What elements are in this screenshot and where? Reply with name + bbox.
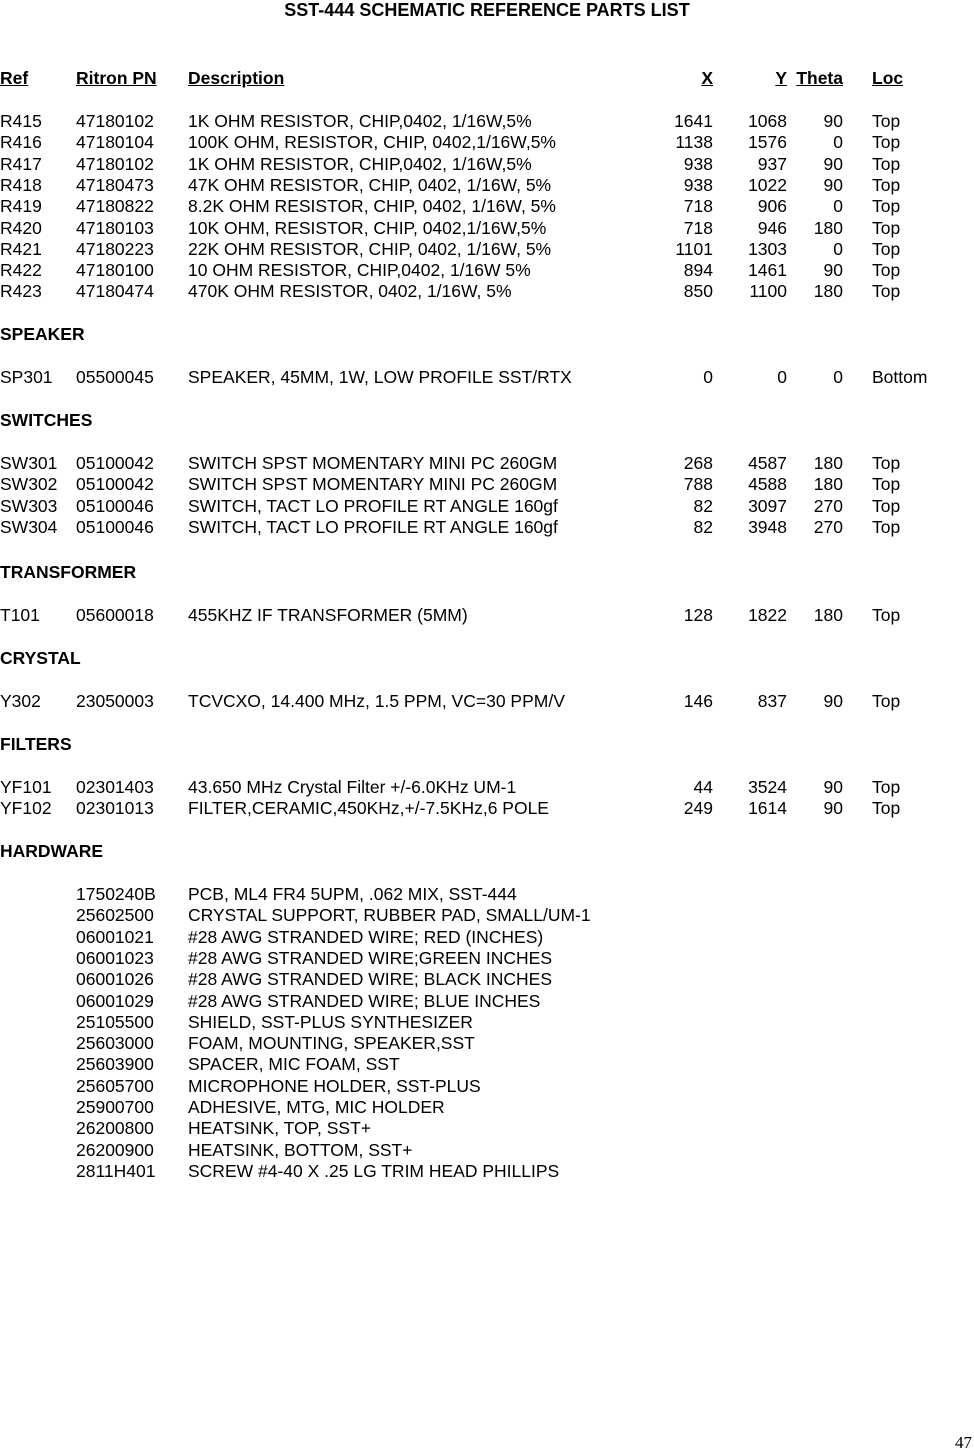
table-row	[0, 111, 974, 132]
part-description: SWITCH, TACT LO PROFILE RT ANGLE 160gf	[188, 496, 558, 516]
part-number: 05100046	[76, 517, 154, 537]
section-heading-transformer: TRANSFORMER	[0, 562, 137, 582]
part-ref: R416	[0, 132, 42, 152]
part-description: ADHESIVE, MTG, MIC HOLDER	[188, 1097, 445, 1117]
part-number: 47180473	[76, 175, 154, 195]
part-ref: R420	[0, 218, 42, 238]
part-description: SWITCH, TACT LO PROFILE RT ANGLE 160gf	[188, 517, 558, 537]
part-number: 02301013	[76, 798, 154, 818]
part-number: 06001021	[76, 927, 154, 947]
part-loc: Top	[872, 111, 901, 131]
part-x: 788	[683, 474, 713, 494]
part-loc: Top	[872, 218, 901, 238]
part-theta: 90	[823, 691, 843, 711]
part-number: 1750240B	[76, 884, 156, 904]
part-ref: SP301	[0, 367, 53, 387]
table-row	[0, 1012, 974, 1033]
part-theta: 0	[833, 132, 843, 152]
table-row	[0, 517, 974, 538]
part-x: 146	[683, 691, 713, 711]
part-description: FOAM, MOUNTING, SPEAKER,SST	[188, 1033, 475, 1053]
part-x: 718	[683, 196, 713, 216]
part-description: #28 AWG STRANDED WIRE; RED (INCHES)	[188, 927, 544, 947]
part-ref: Y302	[0, 691, 41, 711]
part-theta: 90	[823, 175, 843, 195]
part-y: 837	[757, 691, 787, 711]
part-description: 1K OHM RESISTOR, CHIP,0402, 1/16W,5%	[188, 154, 532, 174]
part-y: 1100	[749, 281, 787, 301]
part-description: MICROPHONE HOLDER, SST-PLUS	[188, 1076, 481, 1096]
table-row	[0, 260, 974, 281]
part-description: #28 AWG STRANDED WIRE; BLACK INCHES	[188, 969, 553, 989]
part-number: 47180103	[76, 218, 154, 238]
part-description: 43.650 MHz Crystal Filter +/-6.0KHz UM-1	[188, 777, 517, 797]
part-theta: 270	[813, 496, 843, 516]
part-number: 26200800	[76, 1118, 154, 1138]
header-x: X	[701, 68, 713, 88]
part-number: 47180102	[76, 154, 154, 174]
part-loc: Top	[872, 691, 901, 711]
part-ref: R421	[0, 239, 42, 259]
part-ref: SW304	[0, 517, 58, 537]
part-number: 05100042	[76, 474, 154, 494]
part-x: 1138	[675, 132, 713, 152]
part-loc: Top	[872, 132, 901, 152]
table-row	[0, 1076, 974, 1097]
part-description: SHIELD, SST-PLUS SYNTHESIZER	[188, 1012, 473, 1032]
table-row	[0, 991, 974, 1012]
part-description: SPACER, MIC FOAM, SST	[188, 1054, 400, 1074]
part-y: 3097	[748, 496, 787, 516]
table-row	[0, 175, 974, 196]
part-y: 1614	[748, 798, 787, 818]
part-number: 25105500	[76, 1012, 154, 1032]
part-y: 1822	[748, 605, 787, 625]
part-x: 249	[683, 798, 713, 818]
part-description: 1K OHM RESISTOR, CHIP,0402, 1/16W,5%	[188, 111, 532, 131]
part-theta: 180	[813, 474, 843, 494]
part-x: 0	[703, 367, 713, 387]
part-theta: 0	[833, 367, 843, 387]
part-description: #28 AWG STRANDED WIRE; BLUE INCHES	[188, 991, 541, 1011]
part-x: 128	[683, 605, 713, 625]
part-theta: 90	[823, 111, 843, 131]
table-row	[0, 1033, 974, 1054]
part-number: 47180223	[76, 239, 154, 259]
part-number: 25605700	[76, 1076, 154, 1096]
part-loc: Top	[872, 474, 901, 494]
part-ref: YF102	[0, 798, 52, 818]
table-row	[0, 496, 974, 517]
part-number: 05100046	[76, 496, 154, 516]
section-heading-filters: FILTERS	[0, 734, 72, 754]
part-number: 47180100	[76, 260, 154, 280]
part-loc: Top	[872, 453, 901, 473]
part-ref: SW302	[0, 474, 58, 494]
part-y: 0	[777, 367, 787, 387]
table-row	[0, 927, 974, 948]
part-x: 1641	[674, 111, 713, 131]
part-theta: 180	[813, 218, 843, 238]
part-ref: R417	[0, 154, 42, 174]
table-row	[0, 281, 974, 302]
part-x: 268	[683, 453, 713, 473]
part-theta: 180	[813, 281, 843, 301]
table-row	[0, 474, 974, 495]
table-row	[0, 1118, 974, 1139]
table-row	[0, 948, 974, 969]
table-row	[0, 777, 974, 798]
part-number: 25602500	[76, 905, 154, 925]
part-ref: R418	[0, 175, 42, 195]
part-number: 47180102	[76, 111, 154, 131]
table-row	[0, 239, 974, 260]
part-description: 455KHZ IF TRANSFORMER (5MM)	[188, 605, 468, 625]
table-row	[0, 1161, 974, 1182]
part-loc: Top	[872, 496, 901, 516]
part-number: 25900700	[76, 1097, 154, 1117]
part-y: 1461	[748, 260, 787, 280]
header-description: Description	[188, 68, 285, 88]
part-loc: Top	[872, 777, 901, 797]
part-description: 22K OHM RESISTOR, CHIP, 0402, 1/16W, 5%	[188, 239, 552, 259]
part-description: 10K OHM, RESISTOR, CHIP, 0402,1/16W,5%	[188, 218, 547, 238]
header-ref: Ref	[0, 68, 29, 88]
part-y: 906	[757, 196, 787, 216]
part-y: 4587	[748, 453, 787, 473]
table-row	[0, 969, 974, 990]
part-description: PCB, ML4 FR4 5UPM, .062 MIX, SST-444	[188, 884, 517, 904]
part-ref: R415	[0, 111, 42, 131]
part-loc: Top	[872, 517, 901, 537]
part-loc: Top	[872, 281, 901, 301]
header-pn: Ritron PN	[76, 68, 157, 88]
part-x: 938	[683, 154, 713, 174]
part-theta: 0	[833, 196, 843, 216]
part-loc: Top	[872, 798, 901, 818]
part-y: 946	[757, 218, 787, 238]
table-row	[0, 691, 974, 712]
table-row	[0, 1054, 974, 1075]
part-description: #28 AWG STRANDED WIRE;GREEN INCHES	[188, 948, 552, 968]
part-y: 1576	[748, 132, 787, 152]
part-number: 25603000	[76, 1033, 154, 1053]
table-row	[0, 905, 974, 926]
part-number: 06001023	[76, 948, 154, 968]
part-x: 938	[683, 175, 713, 195]
part-y: 3524	[748, 777, 787, 797]
part-description: SCREW #4-40 X .25 LG TRIM HEAD PHILLIPS	[188, 1161, 560, 1181]
part-description: HEATSINK, BOTTOM, SST+	[188, 1140, 413, 1160]
section-heading-hardware: HARDWARE	[0, 841, 104, 861]
table-row	[0, 367, 974, 388]
part-theta: 180	[813, 453, 843, 473]
part-ref: T101	[0, 605, 40, 625]
part-description: FILTER,CERAMIC,450KHz,+/-7.5KHz,6 POLE	[188, 798, 549, 818]
part-loc: Bottom	[872, 367, 928, 387]
part-number: 05500045	[76, 367, 154, 387]
section-heading-speaker: SPEAKER	[0, 324, 85, 344]
part-y: 1022	[748, 175, 787, 195]
part-ref: YF101	[0, 777, 52, 797]
table-row	[0, 1097, 974, 1118]
table-row	[0, 884, 974, 905]
part-number: 47180822	[76, 196, 154, 216]
table-row	[0, 798, 974, 819]
part-loc: Top	[872, 196, 901, 216]
header-theta: Theta	[796, 68, 843, 88]
part-number: 26200900	[76, 1140, 154, 1160]
table-row	[0, 196, 974, 217]
page-title: SST-444 SCHEMATIC REFERENCE PARTS LIST	[284, 0, 690, 20]
part-description: TCVCXO, 14.400 MHz, 1.5 PPM, VC=30 PPM/V	[188, 691, 565, 711]
part-description: 470K OHM RESISTOR, 0402, 1/16W, 5%	[188, 281, 512, 301]
table-row	[0, 1140, 974, 1161]
part-theta: 90	[823, 260, 843, 280]
table-row	[0, 453, 974, 474]
part-number: 02301403	[76, 777, 154, 797]
part-number: 23050003	[76, 691, 154, 711]
section-heading-switches: SWITCHES	[0, 410, 93, 430]
part-number: 05600018	[76, 605, 154, 625]
part-y: 937	[757, 154, 787, 174]
part-theta: 0	[833, 239, 843, 259]
part-theta: 270	[813, 517, 843, 537]
part-description: SPEAKER, 45MM, 1W, LOW PROFILE SST/RTX	[188, 367, 572, 387]
table-header	[0, 68, 974, 89]
part-number: 06001026	[76, 969, 154, 989]
part-loc: Top	[872, 154, 901, 174]
part-number: 06001029	[76, 991, 154, 1011]
part-x: 718	[683, 218, 713, 238]
part-description: CRYSTAL SUPPORT, RUBBER PAD, SMALL/UM-1	[188, 905, 591, 925]
part-y: 1068	[748, 111, 787, 131]
part-theta: 180	[813, 605, 843, 625]
section-heading-crystal: CRYSTAL	[0, 648, 81, 668]
table-row	[0, 154, 974, 175]
table-row	[0, 132, 974, 153]
part-number: 2811H401	[76, 1161, 156, 1181]
part-loc: Top	[872, 175, 901, 195]
part-description: SWITCH SPST MOMENTARY MINI PC 260GM	[188, 453, 558, 473]
table-row	[0, 218, 974, 239]
part-y: 4588	[748, 474, 787, 494]
part-loc: Top	[872, 239, 901, 259]
part-theta: 90	[823, 798, 843, 818]
part-description: 8.2K OHM RESISTOR, CHIP, 0402, 1/16W, 5%	[188, 196, 556, 216]
part-number: 25603900	[76, 1054, 154, 1074]
page-number: 47	[955, 1433, 972, 1452]
part-ref: SW303	[0, 496, 58, 516]
part-ref: R419	[0, 196, 42, 216]
part-x: 44	[693, 777, 713, 797]
part-description: 10 OHM RESISTOR, CHIP,0402, 1/16W 5%	[188, 260, 531, 280]
part-description: HEATSINK, TOP, SST+	[188, 1118, 372, 1138]
part-ref: R422	[0, 260, 42, 280]
part-loc: Top	[872, 260, 901, 280]
part-x: 82	[693, 517, 713, 537]
part-number: 05100042	[76, 453, 154, 473]
part-number: 47180474	[76, 281, 154, 301]
part-theta: 90	[823, 777, 843, 797]
part-y: 1303	[748, 239, 787, 259]
part-x: 850	[683, 281, 713, 301]
part-ref: SW301	[0, 453, 58, 473]
part-x: 82	[693, 496, 713, 516]
part-loc: Top	[872, 605, 901, 625]
header-loc: Loc	[872, 68, 904, 88]
part-y: 3948	[748, 517, 787, 537]
header-y: Y	[775, 68, 787, 88]
part-description: 100K OHM, RESISTOR, CHIP, 0402,1/16W,5%	[188, 132, 556, 152]
part-x: 1101	[675, 239, 713, 259]
part-description: 47K OHM RESISTOR, CHIP, 0402, 1/16W, 5%	[188, 175, 552, 195]
part-number: 47180104	[76, 132, 154, 152]
part-description: SWITCH SPST MOMENTARY MINI PC 260GM	[188, 474, 558, 494]
part-theta: 90	[823, 154, 843, 174]
table-row	[0, 605, 974, 626]
part-ref: R423	[0, 281, 42, 301]
part-x: 894	[683, 260, 713, 280]
